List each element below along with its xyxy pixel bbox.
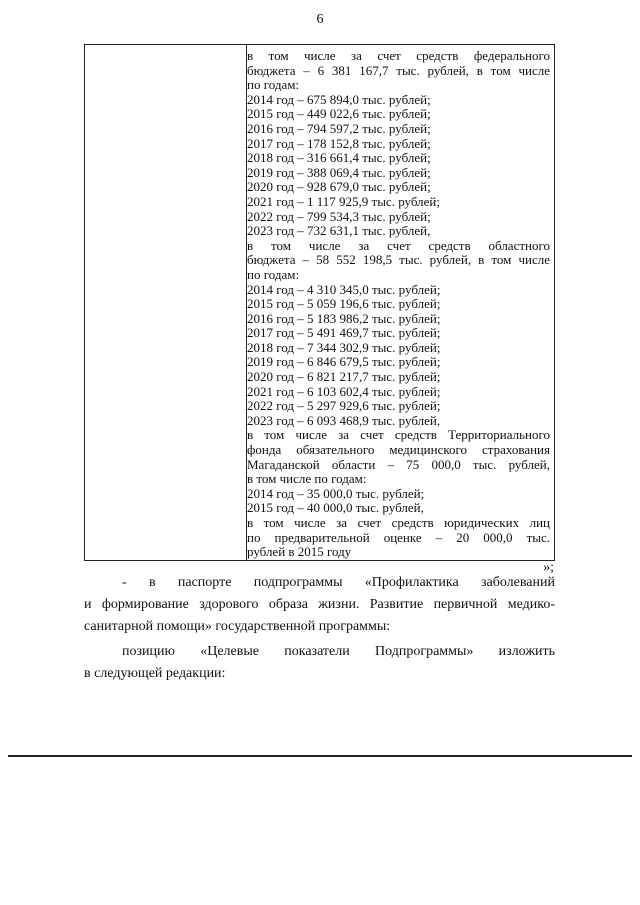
table-line: 2014 год – 675 894,0 тыс. рублей; [247,91,431,107]
closing-quote: »; [543,560,554,575]
table-line: по годам: [247,77,300,93]
table-line: 2021 год – 6 103 602,4 тыс. рублей; [247,383,441,399]
funding-table [84,44,555,561]
table-line: по годам: [247,266,300,282]
paragraph-line: в следующей редакции: [84,666,226,681]
table-line: 2023 год – 732 631,1 тыс. рублей, [247,223,431,239]
table-line: 2017 год – 5 491 469,7 тыс. рублей; [247,325,441,341]
table-line: 2015 год – 449 022,6 тыс. рублей; [247,106,431,122]
table-line: бюджета – 6 381 167,7 тыс. рублей, в том числе [247,62,550,78]
funding-text [247,49,550,560]
table-line: 2016 год – 794 597,2 тыс. рублей; [247,120,431,136]
paragraph-line: санитарной помощи» государственной программы: [84,619,391,634]
table-line: 2015 год – 5 059 196,6 тыс. рублей; [247,296,441,312]
table-line: 2022 год – 799 534,3 тыс. рублей; [247,208,431,224]
table-line: 2021 год – 1 117 925,9 тыс. рублей; [247,193,440,209]
table-line: 2020 год – 928 679,0 тыс. рублей; [247,179,431,195]
table-line: 2018 год – 7 344 302,9 тыс. рублей; [247,339,441,355]
page-bottom-rule [8,755,632,757]
amendment-paragraph [84,571,555,638]
table-line: 2019 год – 6 846 679,5 тыс. рублей; [247,354,441,370]
paragraph-line: и формирование здорового образа жизни. Развитие первичной медико- [84,597,555,612]
table-line: Магаданской области – 75 000,0 тыс. рублей, [247,456,550,472]
table-line: в том числе за счет средств юридических лиц [247,515,550,530]
position-paragraph [84,641,555,685]
table-line: 2023 год – 6 093 468,9 тыс. рублей, [247,412,441,428]
table-line: в том числе за счет средств областного [247,237,550,253]
page-number: 6 [316,12,324,27]
table-line: в том числе по годам: [247,471,367,487]
table-line: 2015 год – 40 000,0 тыс. рублей, [247,500,424,516]
table-line: 2016 год – 5 183 986,2 тыс. рублей; [247,310,441,326]
table-line: 2014 год – 35 000,0 тыс. рублей; [247,485,425,501]
table-line: бюджета – 58 552 198,5 тыс. рублей, в том числе [247,252,550,268]
table-line: 2019 год – 388 069,4 тыс. рублей; [247,164,431,180]
table-line: фонда обязательного медицинского страхования [247,442,550,458]
table-line: в том числе за счет средств федерального [247,48,550,63]
table-line: в том числе за счет средств Территориального [247,427,550,443]
table-line: рублей в 2015 году [247,544,352,560]
table-line: 2022 год – 5 297 929,6 тыс. рублей; [247,398,441,414]
paragraph-line: - в паспорте подпрограммы «Профилактика заболеваний [122,575,555,590]
table-right-cell [163,45,554,560]
table-line: 2020 год – 6 821 217,7 тыс. рублей; [247,369,441,385]
paragraph-line: позицию «Целевые показатели Подпрограммы» изложить [122,644,555,659]
table-line: 2018 год – 316 661,4 тыс. рублей; [247,150,431,166]
table-line: по предварительной оценке – 20 000,0 тыс. [247,529,550,545]
table-line: 2014 год – 4 310 345,0 тыс. рублей; [247,281,441,297]
table-line: 2017 год – 178 152,8 тыс. рублей; [247,135,431,151]
